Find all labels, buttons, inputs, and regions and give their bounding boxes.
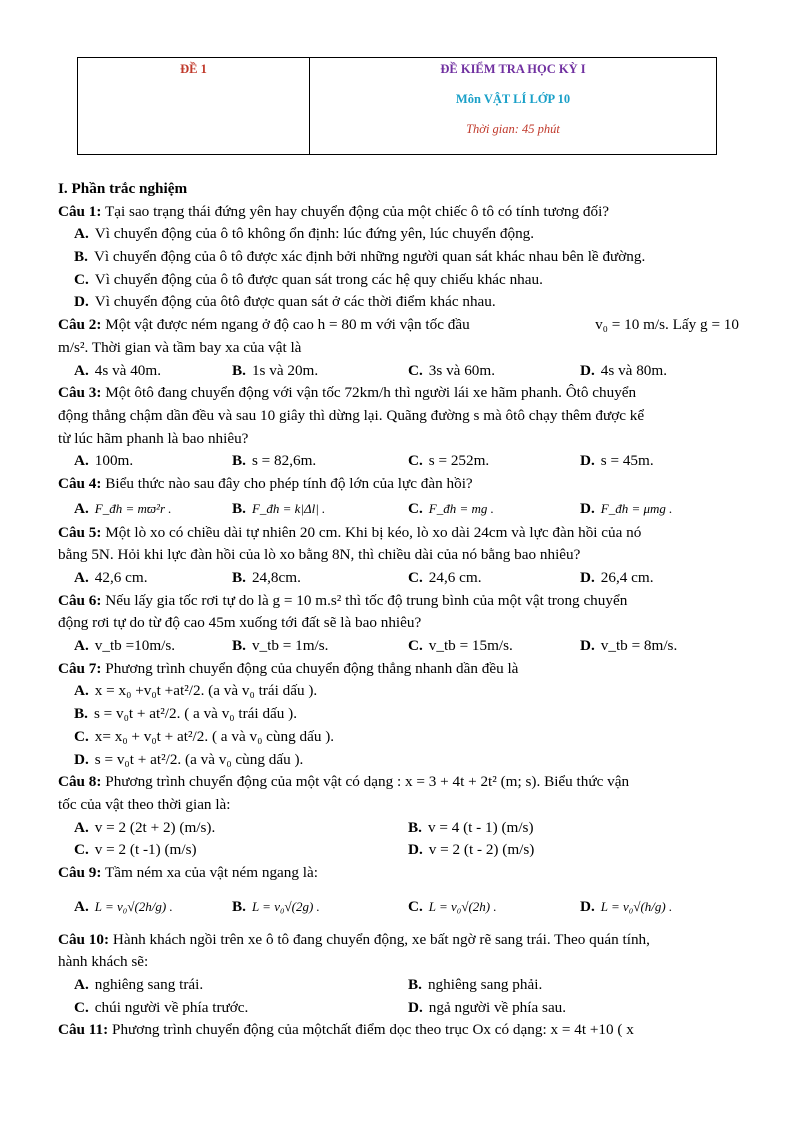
option-b: B. 24,8cm. [232, 569, 301, 586]
question-label: Câu 7: [58, 659, 102, 677]
option-b: B. L = v₀√(2g) . [232, 897, 320, 915]
question-label: Câu 9: [58, 863, 102, 881]
question-9 [58, 862, 739, 885]
option-d: D. F_đh = μmg . [580, 499, 673, 517]
option-a: A. nghiêng sang trái. [74, 976, 204, 993]
option-b: B. v_tb = 1m/s. [232, 637, 329, 655]
question-6-cont: động rơi tự do từ độ cao 45m xuống tới đất sẽ là bao nhiêu? [58, 614, 422, 632]
option-a: A. v = 2 (2t + 2) (m/s). [74, 818, 216, 836]
option-a: A. x = x₀ +v₀t +at²/2. (a và v₀ trái dấu ). [74, 682, 318, 700]
question-text: Một vật được ném ngang ở độ cao h = 80 m với vận tốc đầu [105, 316, 470, 334]
question-text: Một ôtô đang chuyển động với vận tốc 72km/h thì người lái xe hãm phanh. Ôtô chuyển [105, 384, 637, 402]
question-label: Câu 6: [58, 591, 102, 609]
question-text: Biểu thức nào sau đây cho phép tính độ lớn của lực đàn hồi? [105, 474, 473, 492]
question-label: Câu 10: [58, 930, 110, 948]
option-c: C. chúi người về phía trước. [74, 998, 249, 1016]
option-c: C. s = 252m. [408, 452, 490, 470]
option-c: C. x= x₀ + v₀t + at²/2. ( a và v₀ cùng dấu ). [74, 727, 335, 745]
question-text: Một lò xo có chiều dài tự nhiên 20 cm. Khi bị kéo, lò xo dài 24cm và lực đàn hồi của nó [105, 523, 642, 541]
option-c: C. 3s và 60m. [408, 361, 495, 379]
question-11 [58, 1019, 739, 1042]
option-d: D. v_tb = 8m/s. [580, 637, 678, 655]
option-b: B. s = v₀t + at²/2. ( a và v₀ trái dấu ). [74, 705, 298, 723]
option-a: A. 4s và 40m. [74, 361, 161, 379]
question-label: Câu 1: [58, 202, 102, 220]
question-text-end: v₀ = 10 m/s. Lấy g = 10 [595, 316, 739, 334]
option-d: D. s = v₀t + at²/2. (a và v₀ cùng dấu ). [74, 750, 304, 768]
question-label: Câu 2: [58, 316, 102, 334]
option-c: C. v_tb = 15m/s. [408, 637, 513, 655]
option-d: D. 26,4 cm. [580, 569, 654, 586]
question-label: Câu 5: [58, 523, 102, 541]
option-c: C. L = v₀√(2h) . [408, 897, 497, 915]
question-label: Câu 3: [58, 384, 102, 402]
question-8 [58, 771, 739, 794]
option-d: D. v = 2 (t - 2) (m/s) [408, 841, 535, 859]
question-label: Câu 4: [58, 474, 102, 492]
option-c: C. Vì chuyển động của ô tô được quan sát trong các hệ quy chiếu khác nhau. [74, 270, 543, 288]
option-b: B. s = 82,6m. [232, 452, 317, 470]
exam-content [58, 178, 739, 1042]
question-text: Phương trình chuyển động của chuyển động thẳng nhanh dần đều là [105, 659, 519, 677]
exam-title: ĐỀ KIỂM TRA HỌC KỲ I [440, 62, 586, 76]
question-5-cont: bằng 5N. Hỏi khi lực đàn hồi của lò xo bằng 8N, thì chiều dài của nó bằng bao nhiêu? [58, 546, 581, 564]
option-b: B. F_đh = k|Δl| . [232, 499, 326, 517]
section-title: I. Phần trắc nghiệm [58, 180, 188, 197]
option-a: A. F_đh = mϖ²r . [74, 499, 172, 517]
option-a: A. 100m. [74, 452, 134, 470]
option-c: C. F_đh = mg . [408, 499, 494, 517]
option-d: D. L = v₀√(h/g) . [580, 897, 673, 915]
exam-subject: Môn VẬT LÍ LỚP 10 [455, 92, 571, 106]
exam-code: ĐỀ 1 [180, 62, 207, 76]
header-right-cell [310, 58, 716, 154]
question-1 [58, 201, 739, 224]
option-b: B. Vì chuyển động của ô tô được xác định bởi những người quan sát khác nhau bên lề đường. [74, 248, 646, 266]
question-2-cont: m/s². Thời gian và tầm bay xa của vật là [58, 338, 302, 356]
option-a: A. L = v₀√(2h/g) . [74, 897, 173, 915]
exam-duration: Thời gian: 45 phút [466, 122, 560, 136]
option-a: A. 42,6 cm. [74, 569, 148, 586]
question-2 [58, 314, 739, 337]
question-text: Hành khách ngồi trên xe ô tô đang chuyển động, xe bất ngờ rẽ sang trái. Theo quán tính, [112, 930, 650, 948]
question-text: Phương trình chuyển động của mộtchất điểm dọc theo trục Ox có dạng: x = 4t +10 ( x [112, 1021, 634, 1039]
question-10 [58, 929, 739, 952]
question-3-cont: động thẳng chậm dần đều và sau 10 giây thì dừng lại. Quãng đường s mà ôtô chạy thêm được kể [58, 406, 645, 424]
option-a: A. Vì chuyển động của ô tô không ổn định: lúc đứng yên, lúc chuyển động. [74, 225, 535, 243]
option-d: D. Vì chuyển động của ôtô được quan sát ở các thời điểm khác nhau. [74, 293, 496, 311]
option-b: B. 1s và 20m. [232, 361, 319, 379]
option-d: D. ngả người về phía sau. [408, 998, 567, 1016]
question-5 [58, 522, 739, 545]
question-text: Tại sao trạng thái đứng yên hay chuyển động của một chiếc ô tô có tính tương đối? [105, 202, 610, 220]
question-3-cont: từ lúc hãm phanh là bao nhiêu? [58, 429, 249, 447]
option-d: D. 4s và 80m. [580, 361, 667, 379]
question-8-cont: tốc của vật theo thời gian là: [58, 795, 231, 813]
question-7 [58, 658, 739, 681]
question-4 [58, 473, 739, 496]
question-text: Phương trình chuyển động của một vật có dạng : x = 3 + 4t + 2t² (m; s). Biểu thức vận [105, 773, 630, 791]
question-10-cont: hành khách sẽ: [58, 953, 149, 971]
question-text: Nếu lấy gia tốc rơi tự do là g = 10 m.s² thì tốc độ trung bình của một vật trong chuyển [105, 591, 628, 609]
header-table [77, 57, 717, 155]
option-c: C. 24,6 cm. [408, 569, 482, 586]
option-d: D. s = 45m. [580, 452, 654, 470]
question-6 [58, 590, 739, 613]
question-3 [58, 382, 739, 405]
header-left-cell [78, 58, 310, 154]
option-c: C. v = 2 (t -1) (m/s) [74, 841, 197, 859]
option-b: B. nghiêng sang phải. [408, 976, 543, 993]
option-b: B. v = 4 (t - 1) (m/s) [408, 818, 534, 836]
question-label: Câu 11: [58, 1021, 109, 1039]
option-a: A. v_tb =10m/s. [74, 637, 176, 655]
question-label: Câu 8: [58, 773, 102, 791]
question-text: Tầm ném xa của vật ném ngang là: [105, 863, 318, 881]
